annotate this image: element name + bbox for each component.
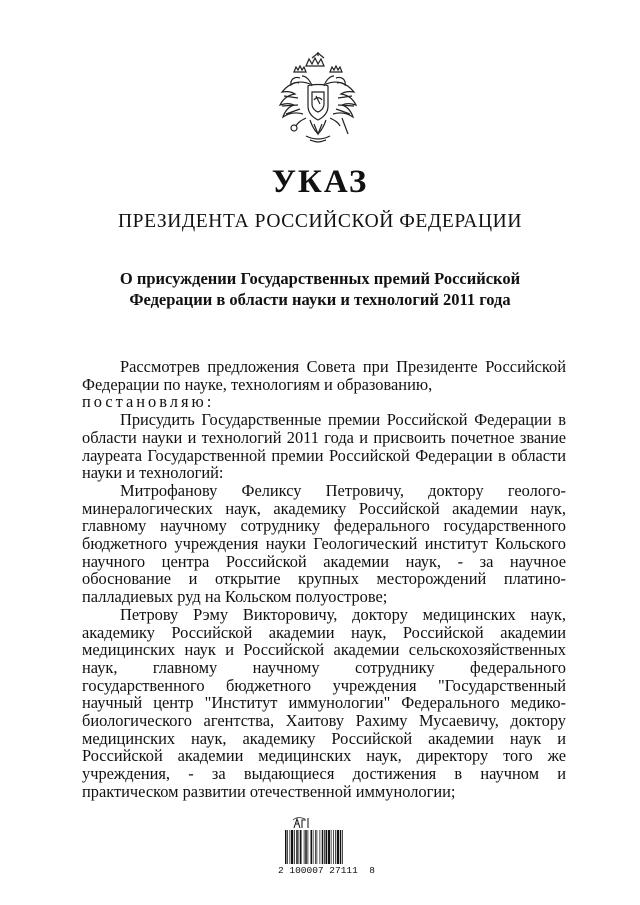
barcode-bar [322, 830, 324, 864]
document-body [82, 358, 566, 801]
barcode-bar [340, 830, 342, 864]
document-heading-line-2: Федерации в области науки и технологий 2011 года [129, 290, 511, 309]
paragraph-considering: Рассмотрев предложения Совета при Президенте Российской Федерации по науке, технологиям и образованию, [82, 357, 566, 394]
barcode-bar [335, 830, 336, 864]
paragraph-petrov-khaitov: Петрову Рэму Викторовичу, доктору медицинских наук, академику Российской академии наук, Российской академии медицинских наук и Российской академии сельскохозяйственных наук, главному научному сотруднику федерального государственного бюджетного учреждения "Государственный научный центр "Институт иммунологии" Федерального медико-биологического агентства, Хаитову Рахиму Мусаевичу, доктору медицинских наук, академику Российской академии наук и Российской академии медицинских наук, директору того же учреждения, - за выдающиеся достижения в научном и практическом развитии отечественной иммунологии; [82, 604, 566, 801]
barcode-bar [305, 830, 307, 864]
barcode-bar [324, 830, 325, 864]
barcode-bar [299, 830, 300, 864]
barcode-bar [300, 830, 302, 864]
document-title: УКАЗ [271, 164, 369, 200]
barcode-bar [294, 830, 295, 864]
barcode-bar [285, 830, 287, 864]
barcode-bar [320, 830, 321, 864]
barcode-bar [331, 830, 332, 864]
barcode-bar [290, 830, 291, 864]
paragraph-mitrofanov: Митрофанову Феликсу Петровичу, доктору геолого-минералогических наук, академику Российской академии наук, главному научному сотруднику федерального государственного бюджетного учреждения науки Геологический институт Кольского научного центра Российской академии наук, - за научное обоснование и открытие крупных месторождений платино-палладиевых руд на Кольском полуострове; [82, 480, 566, 607]
barcode-number: 2 100007 27111 8 [278, 865, 375, 876]
barcode-bar [308, 830, 309, 864]
barcode-bar [296, 830, 298, 864]
barcode-mark-icon [292, 816, 312, 830]
russian-coat-of-arms-icon [276, 52, 360, 144]
document-subtitle: ПРЕЗИДЕНТА РОССИЙСКОЙ ФЕДЕРАЦИИ [117, 211, 523, 232]
barcode-bar [291, 830, 293, 864]
barcode-bar [317, 830, 318, 864]
barcode-bar [337, 830, 339, 864]
barcode-bar [326, 830, 328, 864]
barcode-bar [287, 830, 288, 864]
barcode-block [278, 816, 375, 876]
barcode-bar [342, 830, 343, 864]
document-heading-line-1: О присуждении Государственных премий Российской [119, 269, 521, 288]
barcode-bar [328, 830, 330, 864]
paragraph-award: Присудить Государственные премии Российской Федерации в области науки и технологий 2011 года и присвоить почетное звание лауреата Государственной премии Российской Федерации в области науки и технологий: [82, 410, 566, 483]
barcode-bar [333, 830, 334, 864]
paragraph-decree: постановляю: [82, 392, 215, 412]
document-heading [100, 268, 540, 310]
barcode-bar [304, 830, 305, 864]
barcode-bar [313, 830, 314, 864]
barcode-icon [284, 830, 366, 864]
barcode-bar [315, 830, 316, 864]
barcode-bar [311, 830, 313, 864]
